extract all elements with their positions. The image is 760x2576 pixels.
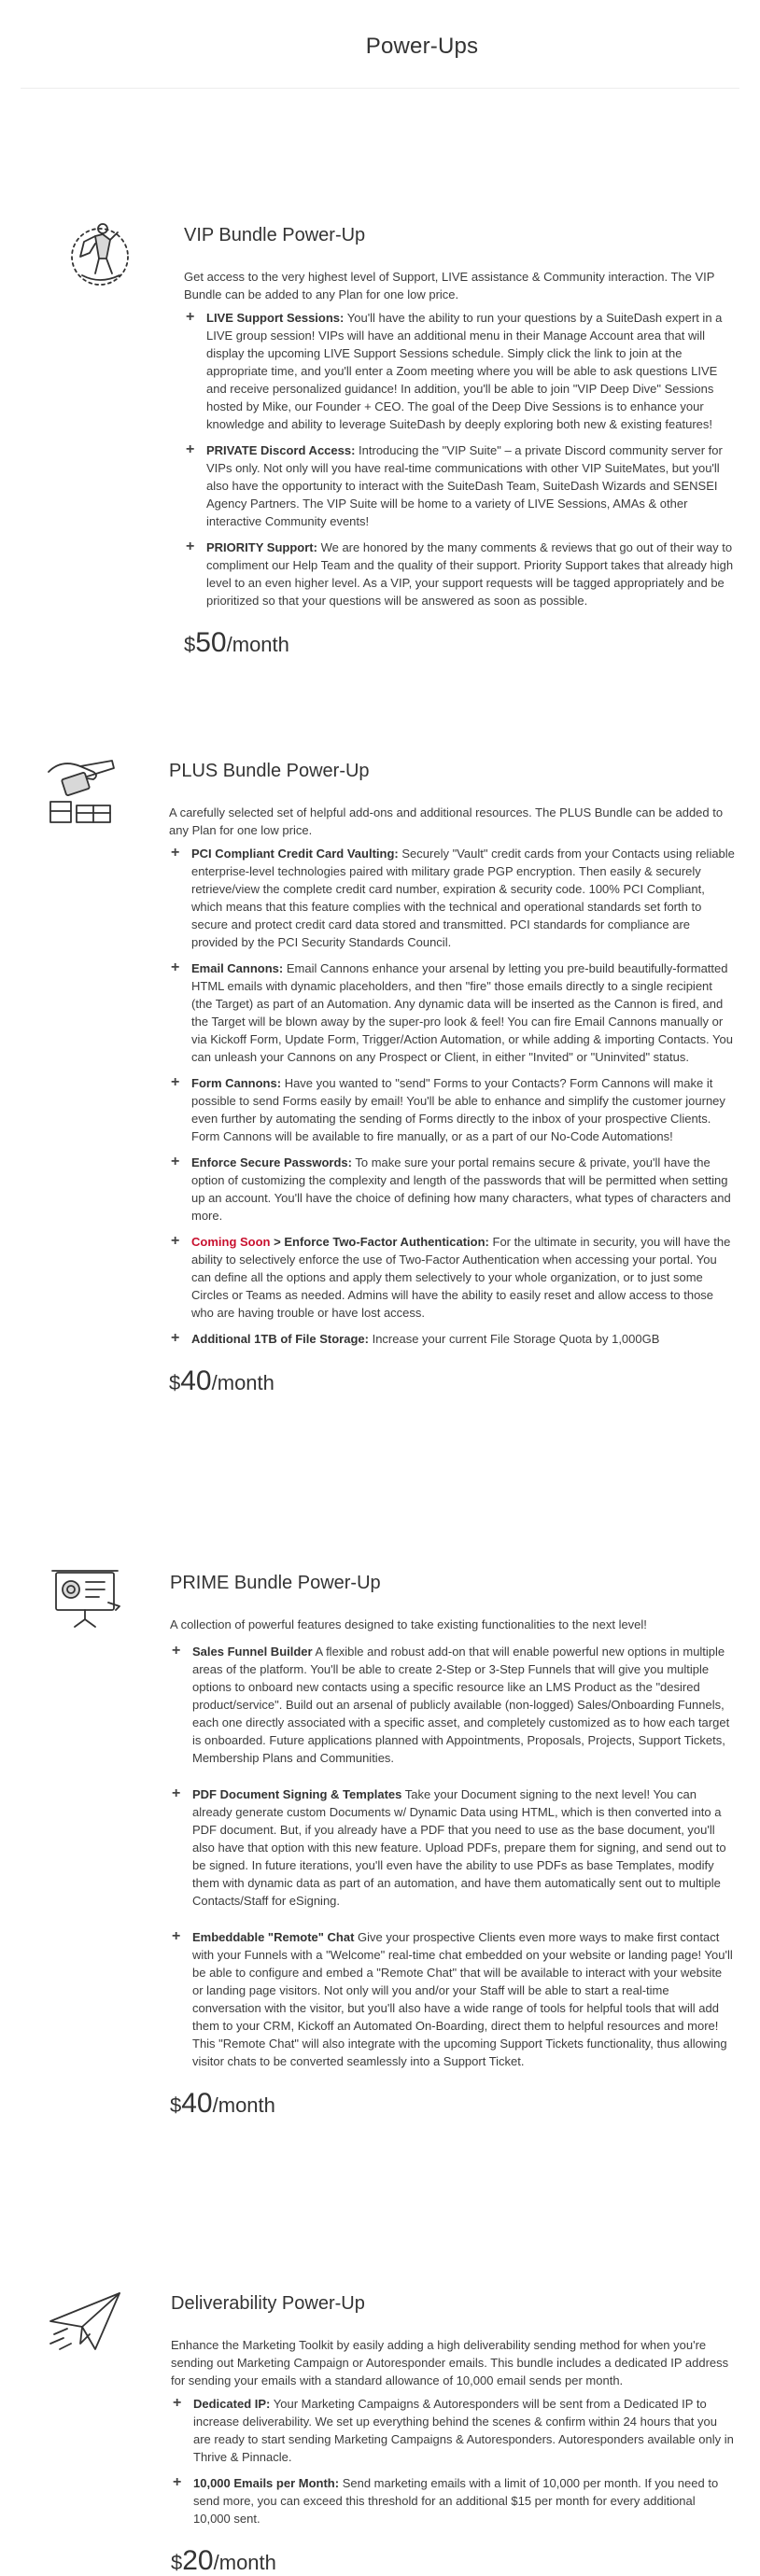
feature-item xyxy=(170,1643,736,1767)
plus-icon: + xyxy=(171,959,180,975)
price-currency: $ xyxy=(170,2093,182,2117)
feature-name: PDF Document Signing & Templates xyxy=(192,1787,402,1801)
price-currency: $ xyxy=(184,633,196,656)
feature-text: You'll have the ability to run your questions by a SuiteDash expert in a LIVE group session! VIPs will have an additional menu in their Manage Account area that will display the upcoming LIVE Support Sessions schedule. Simply click the link to join at the appropriate time, and you'll enter a Zoom meeting where you will be able to ask questions LIVE and receive personalized guidance! In addition, you'll be able to join "VIP Deep Dive" Sessions hosted by Mike, our Founder + CEO. The goal of the Deep Dive Sessions is to enhance your knowledge and ability to leverage SuiteDash by deeply exploring both new & existing features! xyxy=(206,311,723,431)
feature-text: For the ultimate in security, you will have the ability to selectively enforce the use of Two-Factor Authentication when accessing your portal. You can define all the options and apply them selectively to your whole organization, or to just some Circles or Teams as needed. Admins will have the ability to easily reset and allow access to those who are having trouble or have lost access. xyxy=(191,1235,731,1320)
feature-item xyxy=(169,959,736,1066)
feature-text: Your Marketing Campaigns & Autoresponders will be sent from a Dedicated IP to increase deliverability. We set up everything behind the scenes & confirm within 24 hours that you are ready to start sending Marketing Campaigns & Autoresponders. Autoresponders available only in Thrive & Pinnacle. xyxy=(193,2397,734,2464)
plus-icon: + xyxy=(171,1154,180,1169)
feature-list xyxy=(169,845,736,1348)
paper-plane-icon xyxy=(47,2288,123,2355)
plus-icon: + xyxy=(173,2474,182,2490)
feature-text: We are honored by the many comments & reviews that go out of their way to compliment our Help Team and the quality of their support. Priority Support takes that already high level to an even higher level. As a VIP, your support requests will be tagged appropriately and be prioritized so that your questions will be answered as soon as possible. xyxy=(206,540,734,608)
bundle-title: PLUS Bundle Power-Up xyxy=(169,761,370,781)
bundle-description: Get access to the very highest level of Support, LIVE assistance & Community interaction. The VIP Bundle can be added to any Plan for one low price. xyxy=(184,270,715,301)
hand-card-icon xyxy=(43,751,120,828)
feature-name: Embeddable "Remote" Chat xyxy=(192,1930,355,1944)
feature-text: Send marketing emails with a limit of 10,000 per month. If you need to send more, you can exceed this threshold for an additional $15 per month for every additional 10,000 sent. xyxy=(193,2476,719,2526)
price-amount: 40 xyxy=(180,1365,212,1396)
plus-icon: + xyxy=(171,1330,180,1346)
price-currency: $ xyxy=(171,2551,183,2574)
feature-name: Sales Funnel Builder xyxy=(192,1645,313,1659)
feature-list xyxy=(184,309,737,609)
feature-name: LIVE Support Sessions: xyxy=(206,311,345,325)
plus-icon: + xyxy=(172,1785,181,1801)
feature-text: Give your prospective Clients even more ways to make first contact with your Funnels with a "Welcome" real-time chat embedded on your website or landing page! You'll be able to configure and embed a "Remote Chat" that will be available to interact with your website or landing page visitors. Not only will you and/or your Staff will be able to start a real-time conversation with the visitor, but you'll also have a wide range of tools for helpful tools that will add them to your CRM, Kickoff an Automated On-Boarding, direct them to helpful resources and more! This "Remote Chat" will also integrate with the upcoming Support Tickets functionality, thus allowing visitor chats to be converted seamlessly into a Support Ticket. xyxy=(192,1930,733,2068)
bundle-description: A carefully selected set of helpful add-ons and additional resources. The PLUS Bundle can be added to any Plan for one low price. xyxy=(169,805,724,837)
bundle-title: PRIME Bundle Power-Up xyxy=(170,1573,381,1593)
feature-name: Dedicated IP: xyxy=(193,2397,271,2411)
feature-name: Email Cannons: xyxy=(191,961,284,975)
feature-item xyxy=(184,309,737,433)
feature-name: Form Cannons: xyxy=(191,1076,282,1090)
feature-text: Have you wanted to "send" Forms to your Contacts? Form Cannons will make it possible to send Forms easily by email! You'll be able to enhance and simplify the customer journey even further by automating the sending of Forms directly to the inbox of your prospective Clients. Form Cannons will be available to fire manually, or as a part of our No-Code Automations! xyxy=(191,1076,725,1143)
bundle-description: A collection of powerful features designed to take existing functionalities to the next level! xyxy=(170,1617,647,1631)
presentation-board-icon xyxy=(47,1565,123,1632)
feature-item xyxy=(169,845,736,951)
superhero-icon xyxy=(62,216,138,292)
feature-name: > Enforce Two-Factor Authentication: xyxy=(274,1235,489,1249)
page-header xyxy=(21,0,739,89)
feature-name: Additional 1TB of File Storage: xyxy=(191,1332,369,1346)
feature-text: A flexible and robust add-on that will enable powerful new options in multiple areas of the platform. You'll be able to create 2-Step or 3-Step Funnels that will give you multiple options to onboard new contacts using a specific resource like an LMS Product as the "desired product/service". Build out an arsenal of publicly available (non-logged) Sales/Onboarding Funnels, each one directly associated with a specific asset, and completely customized as to how each target is onboarded. Future applications planned with Appointments, Proposals, Projects, Support Tickets, Membership Plans and Communities. xyxy=(192,1645,730,1765)
bundle-title: VIP Bundle Power-Up xyxy=(184,225,366,245)
plus-icon: + xyxy=(173,2395,182,2411)
bundle-description: Enhance the Marketing Toolkit by easily adding a high deliverability sending method for when you're sending out Marketing Campaign or Autoresponder emails. This bundle includes a dedicated IP address for sending your emails with a standard allowance of 10,000 email sends per month. xyxy=(171,2338,729,2387)
price xyxy=(171,2546,736,2576)
price-period: /month xyxy=(211,1371,274,1394)
price-amount: 40 xyxy=(181,2088,213,2119)
feature-name: PCI Compliant Credit Card Vaulting: xyxy=(191,847,399,861)
feature-item xyxy=(184,441,737,530)
feature-item xyxy=(184,539,737,609)
plus-icon: + xyxy=(186,441,195,457)
price xyxy=(170,2089,736,2119)
price xyxy=(169,1366,736,1396)
plus-icon: + xyxy=(186,539,195,554)
plus-icon: + xyxy=(172,1643,181,1659)
feature-text: To make sure your portal remains secure & private, you'll have the option of customizing the complexity and length of the passwords that will be permitted when setting up an account. You'll have the choice of defining how many characters, what types of characters and more. xyxy=(191,1155,731,1223)
plus-icon: + xyxy=(171,845,180,861)
feature-list xyxy=(171,2395,736,2527)
feature-name: PRIVATE Discord Access: xyxy=(206,443,356,457)
feature-item xyxy=(170,1785,736,1910)
feature-item xyxy=(171,2395,736,2466)
feature-item xyxy=(169,1074,736,1145)
feature-list xyxy=(170,1643,736,2070)
feature-text: Securely "Vault" credit cards from your Contacts using reliable enterprise-level technologies paired with military grade PGP encryption. Then easily & securely retrieve/view the complete credit card number, expiration & security code. 100% PCI Compliant, which means that this feature complies with the technical and operational standards set forth to secure and protect credit card data stored and transmitted. PCI standards for compliance are provided by the PCI Security Standards Council. xyxy=(191,847,735,949)
feature-item xyxy=(169,1330,736,1348)
feature-text: Take your Document signing to the next level! You can already generate custom Documents w/ Dynamic Data using HTML, which is then converted into a PDF document. But, if you already have a PDF that you need to use as the base document, you'll also have that option with this new feature. Upload PDFs, prepare them for signing, and send out to be signed. In future iterations, you'll even have the ability to use PDFs as base Templates, modify them with dynamic data as part of an automation, and have them automatically sent out to multiple Contacts/Staff for eSigning. xyxy=(192,1787,726,1908)
feature-item xyxy=(170,1928,736,2070)
page-title: Power-Ups xyxy=(365,33,479,59)
plus-icon: + xyxy=(186,309,195,325)
price xyxy=(184,628,737,658)
feature-item xyxy=(171,2474,736,2527)
bundle-title: Deliverability Power-Up xyxy=(171,2293,365,2314)
plus-icon: + xyxy=(171,1074,180,1090)
feature-name: PRIORITY Support: xyxy=(206,540,317,554)
price-period: /month xyxy=(226,633,289,656)
feature-text: Increase your current File Storage Quota by 1,000GB xyxy=(372,1332,660,1346)
feature-name: Enforce Secure Passwords: xyxy=(191,1155,352,1169)
feature-text: Introducing the "VIP Suite" – a private Discord community server for VIPs only. Not only will you have real-time communications with other VIP SuiteMates, but you'll also have the opportunity to interact with the SuiteDash Team, SuiteDash Wizards and SENSEI Agency Partners. The VIP Suite will be home to a variety of LIVE Sessions, AMAs & other interactive Community events! xyxy=(206,443,723,528)
price-period: /month xyxy=(212,2093,275,2117)
price-amount: 20 xyxy=(182,2545,214,2576)
plus-icon: + xyxy=(171,1233,180,1249)
feature-text: Email Cannons enhance your arsenal by letting you pre-build beautifully-formatted HTML emails with dynamic placeholders, and then "fire" those emails directly to a single recipient (the Target) as part of an Automation. Any dynamic data will be inserted as the Cannon is fired, and the Target will be blown away by the super-pro look & feel! You can fire Email Cannons manually or via Kickoff Form, Update Form, Trigger/Action Automation, or while adding & importing Contacts. You can unleash your Cannons on any Prospect or Client, in either "Invited" or "Uninvited" status. xyxy=(191,961,733,1064)
coming-soon-badge: Coming Soon xyxy=(191,1235,271,1249)
feature-item xyxy=(169,1154,736,1225)
price-period: /month xyxy=(213,2551,276,2574)
price-amount: 50 xyxy=(195,627,227,658)
feature-item xyxy=(169,1233,736,1322)
price-currency: $ xyxy=(169,1371,181,1394)
plus-icon: + xyxy=(172,1928,181,1944)
feature-name: 10,000 Emails per Month: xyxy=(193,2476,340,2490)
